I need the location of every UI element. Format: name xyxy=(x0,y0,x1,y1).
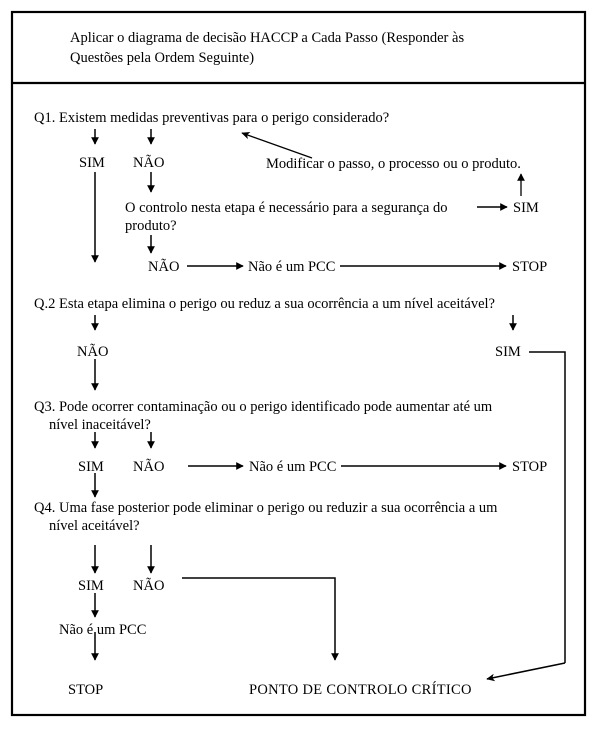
q1-nao-label: NÃO xyxy=(133,155,165,171)
q4-sim-label: SIM xyxy=(78,578,104,594)
q4-not-pcc-outcome: Não é um PCC xyxy=(59,622,147,638)
q2-nao-label: NÃO xyxy=(77,344,109,360)
q1-sub-line-2: produto? xyxy=(125,218,177,234)
modify-action-text: Modificar o passo, o processo ou o produto. xyxy=(266,156,521,172)
header-title-line-1: Aplicar o diagrama de decisão HACCP a Cada Passo (Responder às xyxy=(70,30,465,46)
q2-sim-label: SIM xyxy=(495,344,521,360)
q3-nao-label: NÃO xyxy=(133,459,165,475)
header-title-line-2: Questões pela Ordem Seguinte) xyxy=(70,50,255,66)
q2-text: Q.2 Esta etapa elimina o perigo ou reduz a sua ocorrência a um nível aceitável? xyxy=(34,296,495,312)
q4-line-1: Q4. Uma fase posterior pode eliminar o perigo ou reduzir a sua ocorrência a um xyxy=(34,500,498,516)
q4-nao-to-ccp-arrow xyxy=(182,578,335,660)
ccp-outcome: PONTO DE CONTROLO CRÍTICO xyxy=(249,682,472,698)
q3-line-1: Q3. Pode ocorrer contaminação ou o perigo identificado pode aumentar até um xyxy=(34,399,493,415)
q2-sim-to-ccp-arrow xyxy=(487,663,565,679)
q1-sub-nao-label: NÃO xyxy=(148,259,180,275)
q2-sim-route-line xyxy=(529,352,565,663)
q1-sub-sim-label: SIM xyxy=(513,200,539,216)
q3-line-2: nível inaceitável? xyxy=(49,417,151,433)
modify-to-q1-arrow xyxy=(242,133,312,158)
q1-not-pcc-outcome: Não é um PCC xyxy=(248,259,336,275)
q3-not-pcc-outcome: Não é um PCC xyxy=(249,459,337,475)
q3-stop-outcome: STOP xyxy=(512,459,548,475)
q1-stop-outcome: STOP xyxy=(512,259,548,275)
q4-nao-label: NÃO xyxy=(133,578,165,594)
q4-line-2: nível aceitável? xyxy=(49,518,140,534)
q1-text: Q1. Existem medidas preventivas para o perigo considerado? xyxy=(34,110,390,126)
q1-sim-label: SIM xyxy=(79,155,105,171)
q3-sim-label: SIM xyxy=(78,459,104,475)
q1-sub-line-1: O controlo nesta etapa é necessário para a segurança do xyxy=(125,200,448,216)
q4-stop-outcome: STOP xyxy=(68,682,104,698)
